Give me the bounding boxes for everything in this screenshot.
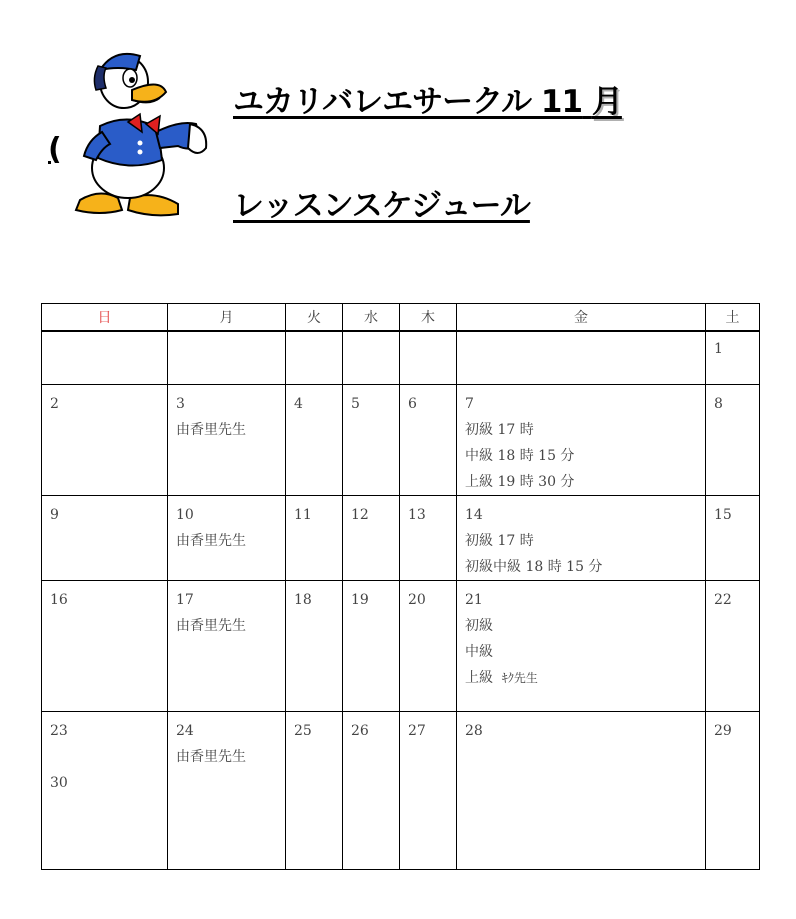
day-cell [343,331,400,384]
day-number: 2 [50,395,59,412]
day-cell [706,711,760,869]
day-cell [457,580,706,711]
day-cell [286,580,343,711]
day-number: 5 [351,395,360,412]
day-number: 24 [176,722,194,739]
day-cell [286,331,343,384]
teacher-note: ｷｸ先生 [501,670,538,685]
day-number: 25 [294,722,312,739]
lesson-note: 初級 17 時 [465,421,534,438]
day-cell [168,580,286,711]
day-number-extra: 30 [50,774,68,791]
day-cell [168,495,286,580]
lesson-note: 中級 18 時 15 分 [465,447,575,464]
weekday-header-row [42,304,760,332]
weekday-fri: 金 [457,304,706,332]
day-cell [343,711,400,869]
day-cell [457,331,706,384]
day-cell [343,495,400,580]
day-cell [42,495,168,580]
lesson-note: 初級 17 時 [465,532,534,549]
day-number: 3 [176,395,185,412]
day-number: 22 [714,591,732,608]
day-cell [343,384,400,495]
day-cell [286,384,343,495]
day-number: 18 [294,591,312,608]
day-number: 14 [465,506,483,523]
day-cell [286,495,343,580]
weekday-wed: 水 [343,304,400,332]
day-cell [400,711,457,869]
stray-character: ( [48,132,62,167]
day-number: 29 [714,722,732,739]
weekday-mon: 月 [168,304,286,332]
weekday-thu: 木 [400,304,457,332]
day-cell [457,495,706,580]
day-number: 7 [465,395,474,412]
day-cell [457,711,706,869]
day-cell [706,384,760,495]
day-cell [286,711,343,869]
day-cell [706,495,760,580]
lesson-note-with-teacher [465,665,705,691]
page-title-line1 [233,76,622,121]
day-number: 16 [50,591,68,608]
day-cell [706,331,760,384]
weekday-sat: 土 [706,304,760,332]
lesson-note: 由香里先生 [176,532,246,549]
day-cell [400,580,457,711]
weekday-tue: 火 [286,304,343,332]
page-title-line2: レッスンスケジュール [233,188,530,224]
day-cell [42,331,168,384]
day-cell [42,711,168,869]
lesson-note: 初級 [465,617,493,634]
week-row [42,384,760,495]
day-number: 28 [465,722,483,739]
lesson-note: 上級 [465,669,493,686]
day-cell [400,384,457,495]
day-cell [168,331,286,384]
week-row [42,331,760,384]
title-month: 月 [591,84,622,120]
title-text: ユカリバレエサークル 11 [233,84,583,120]
day-number: 11 [294,506,312,523]
day-cell [42,580,168,711]
day-number: 19 [351,591,369,608]
day-number: 23 [50,722,68,739]
day-cell [42,384,168,495]
day-number: 26 [351,722,369,739]
schedule-calendar [41,303,760,870]
lesson-note: 由香里先生 [176,617,246,634]
day-cell [168,711,286,869]
day-number: 13 [408,506,426,523]
day-cell [400,495,457,580]
lesson-note: 上級 19 時 30 分 [465,473,575,490]
lesson-note: 中級 [465,643,493,660]
day-number: 1 [714,341,723,357]
day-number: 8 [714,395,723,412]
day-number: 21 [465,591,483,608]
day-number: 27 [408,722,426,739]
day-number: 15 [714,506,732,523]
day-number: 6 [408,395,417,412]
lesson-note: 由香里先生 [176,748,246,765]
day-cell [168,384,286,495]
day-cell [400,331,457,384]
lesson-note: 初級中級 18 時 15 分 [465,558,603,575]
day-cell [706,580,760,711]
day-number: 17 [176,591,194,608]
day-number: 12 [351,506,369,523]
week-row [42,711,760,869]
week-row [42,580,760,711]
day-number: 10 [176,506,194,523]
day-number: 4 [294,395,303,412]
day-number: 9 [50,506,59,523]
day-cell [457,384,706,495]
day-cell [343,580,400,711]
weekday-sun: 日 [42,304,168,332]
day-number: 20 [408,591,426,608]
lesson-note: 由香里先生 [176,421,246,438]
donald-duck-illustration [70,48,210,220]
week-row [42,495,760,580]
